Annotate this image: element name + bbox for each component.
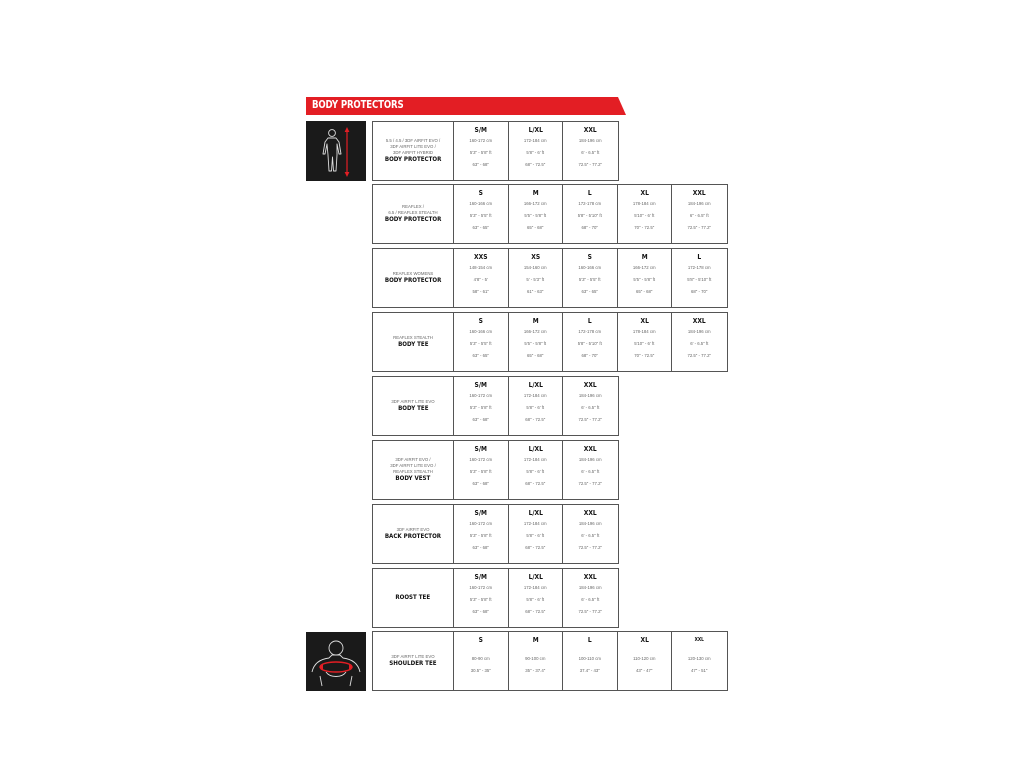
size-inch-value: 68" - 72.5" — [525, 162, 546, 167]
size-ft-value: 5'3" - 5'5" ft — [469, 341, 492, 346]
size-cm-value: 172-184 cm — [523, 393, 547, 398]
size-cm-value: 172-184 cm — [523, 138, 547, 143]
size-label: XXL — [583, 126, 597, 134]
product-models: REAFLEX WOMENS — [392, 271, 434, 276]
product-label — [373, 185, 454, 243]
product-label — [373, 505, 454, 563]
size-cm-value: 166-172 cm — [632, 265, 656, 270]
size-cm-value: 172-178 cm — [578, 329, 602, 334]
product-name: BACK PROTECTOR — [384, 533, 442, 540]
size-label: M — [532, 636, 539, 644]
product-models: 3DF AIRFIT EVO — [396, 527, 430, 532]
size-inch-value: 63" - 65" — [472, 353, 489, 358]
size-label: M — [532, 189, 539, 197]
size-label: L/XL — [528, 509, 543, 517]
size-label: S/M — [474, 381, 487, 389]
size-cm-value: 90-100 cm — [525, 656, 546, 661]
size-cm-value: 160-172 cm — [469, 138, 493, 143]
product-label — [373, 569, 454, 627]
size-cm-value: 110-120 cm — [633, 656, 656, 661]
size-ft-value: 5'8" - 5'10" ft — [687, 277, 712, 282]
size-column — [509, 377, 564, 435]
size-column — [563, 505, 618, 563]
size-cm-value: 172-184 cm — [523, 585, 547, 590]
size-label: L — [587, 189, 592, 197]
size-inch-value: 68" - 72.5" — [525, 417, 546, 422]
size-cm-value: 178-184 cm — [632, 329, 656, 334]
product-name: BODY PROTECTOR — [384, 156, 442, 163]
size-column — [672, 632, 727, 690]
product-name: BODY VEST — [395, 475, 431, 482]
size-column — [618, 313, 673, 371]
body-height-figure-icon — [306, 121, 366, 181]
size-column — [454, 185, 509, 243]
size-column — [563, 441, 618, 499]
size-label: S — [587, 253, 592, 261]
size-inch-value: 30.5" - 35" — [470, 668, 491, 673]
size-table — [372, 121, 619, 181]
size-cm-value: 160-166 cm — [469, 201, 493, 206]
size-inch-value: 47" - 51" — [691, 668, 708, 673]
size-inch-value: 63" - 68" — [472, 609, 489, 614]
size-inch-value: 63" - 65" — [472, 225, 489, 230]
size-column — [563, 569, 618, 627]
size-cm-value: 166-172 cm — [523, 201, 547, 206]
size-inch-value: 72.5" - 77.2" — [578, 481, 603, 486]
product-name: BODY PROTECTOR — [384, 216, 442, 223]
size-column — [618, 249, 673, 307]
size-label: L — [697, 253, 702, 261]
size-label: L/XL — [528, 573, 543, 581]
size-label: XXL — [583, 509, 597, 517]
size-label: XXL — [583, 445, 597, 453]
size-cm-value: 120-130 cm — [687, 656, 711, 661]
size-inch-value: 70" - 72.5" — [634, 353, 655, 358]
size-column — [672, 185, 727, 243]
size-column — [454, 441, 509, 499]
size-ft-value: 5'10" - 6' ft — [634, 213, 655, 218]
size-column — [454, 505, 509, 563]
size-inch-value: 68" - 70" — [581, 225, 598, 230]
size-column — [618, 185, 673, 243]
size-label: XXL — [694, 637, 704, 643]
size-label: XXL — [583, 381, 597, 389]
size-ft-value: 5'3" - 5'8" ft — [469, 405, 492, 410]
size-inch-value: 68" - 70" — [691, 289, 708, 294]
size-inch-value: 72.5" - 77.2" — [578, 417, 603, 422]
size-ft-value: 5'8" - 6' ft — [526, 405, 545, 410]
size-column — [509, 185, 564, 243]
size-ft-value: 6' - 6.5" ft — [581, 150, 600, 155]
size-inch-value: 72.5" - 77.2" — [687, 353, 712, 358]
product-models: 3DF AIRFIT LITE EVO — [391, 399, 435, 404]
size-label: S/M — [474, 445, 487, 453]
size-cm-value: 160-172 cm — [469, 521, 493, 526]
size-inch-value: 63" - 68" — [472, 162, 489, 167]
size-inch-value: 72.5" - 77.2" — [578, 162, 603, 167]
size-label: S — [478, 317, 483, 325]
product-label — [373, 632, 454, 690]
size-cm-value: 100-110 cm — [578, 656, 601, 661]
size-ft-value: 6' - 6.5" ft — [581, 597, 600, 602]
size-ft-value: 6' - 6.5" ft — [581, 469, 600, 474]
size-column — [454, 122, 509, 180]
size-column — [454, 377, 509, 435]
size-inch-value: 35" - 37.4" — [525, 668, 546, 673]
size-ft-value: 6' - 6.5" ft — [581, 533, 600, 538]
section-title: BODY PROTECTORS — [312, 99, 404, 111]
size-label: S — [478, 189, 483, 197]
size-inch-value: 37.4" - 43" — [579, 668, 600, 673]
size-column — [563, 185, 618, 243]
size-column — [509, 569, 564, 627]
size-cm-value: 166-172 cm — [523, 329, 547, 334]
size-column — [454, 313, 509, 371]
product-name: ROOST TEE — [395, 594, 431, 601]
size-cm-value: 160-166 cm — [469, 329, 493, 334]
size-ft-value: 5'3" - 5'5" ft — [469, 213, 492, 218]
size-table — [372, 440, 619, 500]
size-column — [563, 122, 618, 180]
size-inch-value: 63" - 68" — [472, 481, 489, 486]
size-label: XS — [530, 253, 540, 261]
size-ft-value: 6' - 6.5" ft — [581, 405, 600, 410]
size-inch-value: 63" - 68" — [472, 417, 489, 422]
section-banner — [306, 97, 626, 115]
size-inch-value: 63" - 65" — [581, 289, 598, 294]
product-name: BODY PROTECTOR — [384, 277, 442, 284]
size-label: XXL — [692, 189, 706, 197]
size-table — [372, 376, 619, 436]
size-column — [563, 632, 618, 690]
size-cm-value: 160-166 cm — [578, 265, 602, 270]
size-cm-value: 184-196 cm — [578, 521, 602, 526]
size-table — [372, 312, 728, 372]
size-label: L/XL — [528, 445, 543, 453]
size-inch-value: 68" - 70" — [581, 353, 598, 358]
size-cm-value: 172-184 cm — [523, 457, 547, 462]
size-column — [509, 249, 564, 307]
size-inch-value: 65" - 68" — [636, 289, 653, 294]
size-ft-value: 5'3" - 5'5" ft — [578, 277, 601, 282]
size-cm-value: 172-184 cm — [523, 521, 547, 526]
size-inch-value: 65" - 68" — [527, 353, 544, 358]
size-label: L/XL — [528, 381, 543, 389]
size-ft-value: 6' - 6.5" ft — [690, 341, 709, 346]
size-cm-value: 178-184 cm — [632, 201, 656, 206]
size-column — [509, 441, 564, 499]
size-label: M — [641, 253, 648, 261]
size-cm-value: 184-196 cm — [578, 457, 602, 462]
size-inch-value: 58" - 61" — [472, 289, 489, 294]
size-inch-value: 68" - 72.5" — [525, 609, 546, 614]
size-column — [454, 249, 509, 307]
shoulder-chest-figure-icon — [306, 632, 366, 691]
size-ft-value: 5'5" - 5'8" ft — [633, 277, 656, 282]
size-cm-value: 172-178 cm — [687, 265, 711, 270]
size-label: S/M — [474, 573, 487, 581]
size-column — [454, 632, 509, 690]
product-label — [373, 249, 454, 307]
size-ft-value: 5'8" - 5'10" ft — [577, 341, 602, 346]
size-label: L/XL — [528, 126, 543, 134]
size-label: XL — [640, 317, 649, 325]
size-inch-value: 72.5" - 77.2" — [578, 609, 603, 614]
size-cm-value: 184-196 cm — [687, 329, 711, 334]
size-cm-value: 160-172 cm — [469, 457, 493, 462]
size-cm-value: 154-160 cm — [523, 265, 547, 270]
size-inch-value: 72.5" - 77.2" — [578, 545, 603, 550]
size-column — [672, 313, 727, 371]
size-inch-value: 61" - 63" — [527, 289, 544, 294]
product-label — [373, 441, 454, 499]
size-ft-value: 5'3" - 5'8" ft — [469, 533, 492, 538]
size-ft-value: 5'3" - 5'8" ft — [469, 597, 492, 602]
product-label — [373, 377, 454, 435]
product-models: REAFLEX STEALTH — [393, 335, 433, 340]
size-label: XXS — [474, 253, 488, 261]
size-column — [454, 569, 509, 627]
size-inch-value: 63" - 68" — [472, 545, 489, 550]
size-ft-value: 5'5" - 5'8" ft — [524, 341, 547, 346]
size-label: XL — [640, 189, 649, 197]
size-column — [563, 249, 618, 307]
size-label: L — [587, 317, 592, 325]
size-ft-value: 5'8" - 6' ft — [526, 469, 545, 474]
size-label: M — [532, 317, 539, 325]
size-table — [372, 504, 619, 564]
size-label: L — [587, 636, 592, 644]
size-column — [563, 377, 618, 435]
size-column — [509, 632, 564, 690]
size-cm-value: 160-172 cm — [469, 585, 493, 590]
size-ft-value: 5'3" - 5'8" ft — [469, 150, 492, 155]
size-column — [509, 313, 564, 371]
size-cm-value: 148-154 cm — [469, 265, 493, 270]
size-inch-value: 43" - 47" — [636, 668, 653, 673]
size-table — [372, 568, 619, 628]
size-inch-value: 72.5" - 77.2" — [687, 225, 712, 230]
product-models: REAFLEX / 6.5 / REAFLEX STEALTH — [388, 204, 438, 215]
product-models: 5.5 / 4.5 / 3DF AIRFIT EVO / 3DF AIRFIT LITE EVO / 3DF AIRFIT HYBRID — [385, 138, 441, 155]
size-cm-value: 172-178 cm — [578, 201, 602, 206]
size-cm-value: 184-196 cm — [578, 585, 602, 590]
product-name: BODY TEE — [397, 405, 429, 412]
size-ft-value: 4'8" - 5' — [473, 277, 488, 282]
size-ft-value: 5'3" - 5'8" ft — [469, 469, 492, 474]
size-column — [509, 505, 564, 563]
product-models: 3DF AIRFIT LITE EVO — [391, 654, 435, 659]
size-label: XXL — [583, 573, 597, 581]
size-inch-value: 65" - 68" — [527, 225, 544, 230]
size-inch-value: 70" - 72.5" — [634, 225, 655, 230]
size-label: XL — [640, 636, 649, 644]
size-table — [372, 631, 728, 691]
size-label: S/M — [474, 509, 487, 517]
size-ft-value: 5'5" - 5'8" ft — [524, 213, 547, 218]
size-ft-value: 5'8" - 6' ft — [526, 533, 545, 538]
size-table — [372, 248, 728, 308]
product-models: 3DF AIRFIT EVO / 3DF AIRFIT LITE EVO / REAFLEX STEALTH — [390, 457, 436, 474]
product-label — [373, 313, 454, 371]
size-inch-value: 68" - 72.5" — [525, 545, 546, 550]
size-column — [509, 122, 564, 180]
size-column — [618, 632, 673, 690]
size-cm-value: 184-196 cm — [578, 138, 602, 143]
size-ft-value: 5' - 5'3" ft — [526, 277, 545, 282]
size-ft-value: 6" - 6.5" ft — [689, 213, 709, 218]
size-ft-value: 5'8" - 6' ft — [526, 597, 545, 602]
size-ft-value: 5'8" - 6' ft — [526, 150, 545, 155]
size-ft-value: 5'10" - 6' ft — [634, 341, 655, 346]
size-cm-value: 184-196 cm — [578, 393, 602, 398]
size-column — [672, 249, 727, 307]
size-label: S — [478, 636, 483, 644]
size-label: S/M — [474, 126, 487, 134]
product-name: BODY TEE — [397, 341, 429, 348]
size-cm-value: 160-172 cm — [469, 393, 493, 398]
size-ft-value: 5'8" - 5'10" ft — [577, 213, 602, 218]
size-table — [372, 184, 728, 244]
size-cm-value: 184-196 cm — [687, 201, 711, 206]
size-column — [563, 313, 618, 371]
size-cm-value: 80-90 cm — [471, 656, 490, 661]
product-name: SHOULDER TEE — [389, 660, 437, 667]
size-label: XXL — [692, 317, 706, 325]
size-inch-value: 68" - 72.5" — [525, 481, 546, 486]
product-label — [373, 122, 454, 180]
